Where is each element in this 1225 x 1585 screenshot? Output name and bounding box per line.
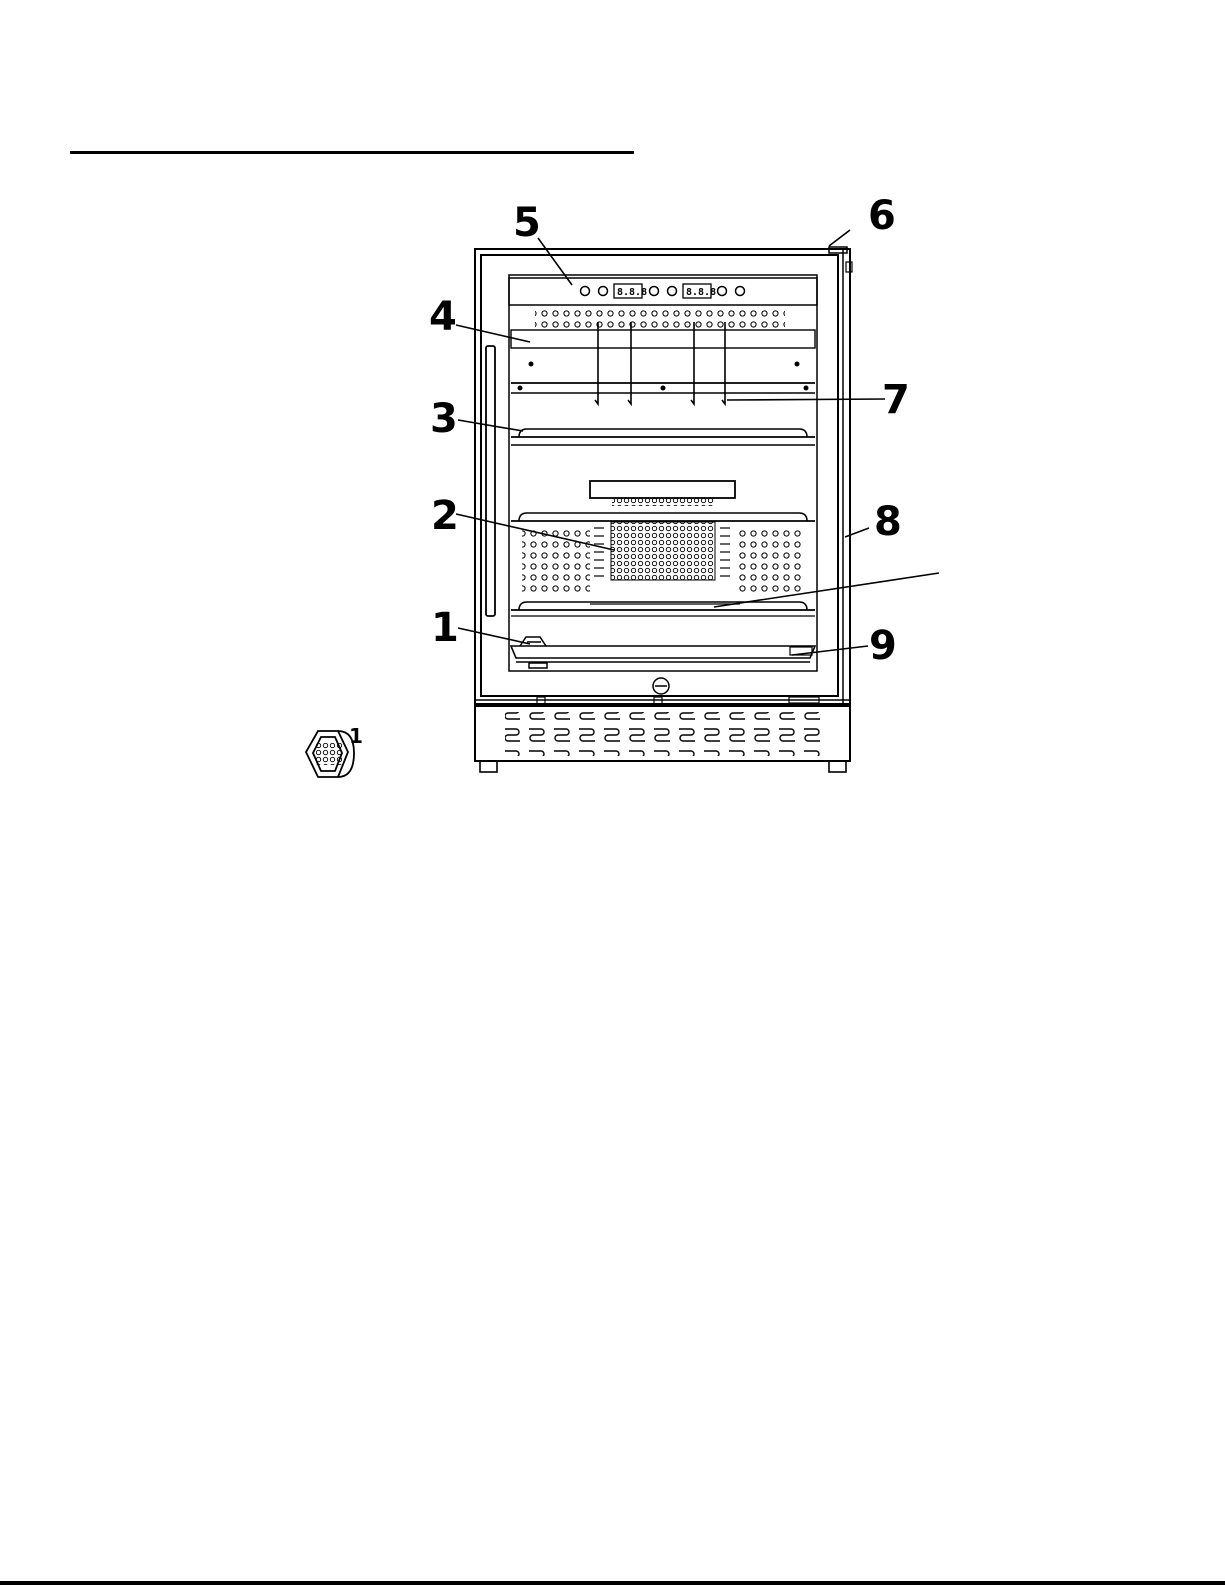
- display-right: 8.8.8: [686, 287, 717, 298]
- hooks: [595, 322, 725, 404]
- humidity-box: [520, 637, 547, 668]
- callout-8: 8: [874, 499, 902, 545]
- hanging-rail: [511, 330, 815, 393]
- middle-shelf: [511, 513, 815, 594]
- top-vent: [535, 306, 785, 328]
- callout-7: 7: [882, 377, 910, 423]
- light-box-grille: [612, 498, 714, 506]
- callout-4: 4: [429, 294, 457, 340]
- door-handle: [486, 346, 495, 616]
- display-left: 8.8.8: [617, 287, 648, 298]
- callout-2: 2: [431, 493, 459, 539]
- callout-9: 9: [869, 623, 897, 669]
- base-vent-grille: [505, 712, 825, 756]
- lock: [653, 678, 669, 694]
- base: [475, 697, 850, 772]
- drip-tray: [511, 646, 815, 662]
- callout-1-accessory: 1: [349, 724, 363, 748]
- filter-accessory: [306, 731, 354, 777]
- callout-5: 5: [513, 200, 541, 246]
- upper-shelf: [511, 429, 815, 445]
- callout-6: 6: [868, 193, 896, 239]
- lower-shelf: [511, 602, 815, 616]
- callout-3: 3: [430, 396, 458, 442]
- callout-1: 1: [431, 605, 459, 651]
- light-box: [590, 481, 735, 498]
- control-panel: [509, 278, 817, 305]
